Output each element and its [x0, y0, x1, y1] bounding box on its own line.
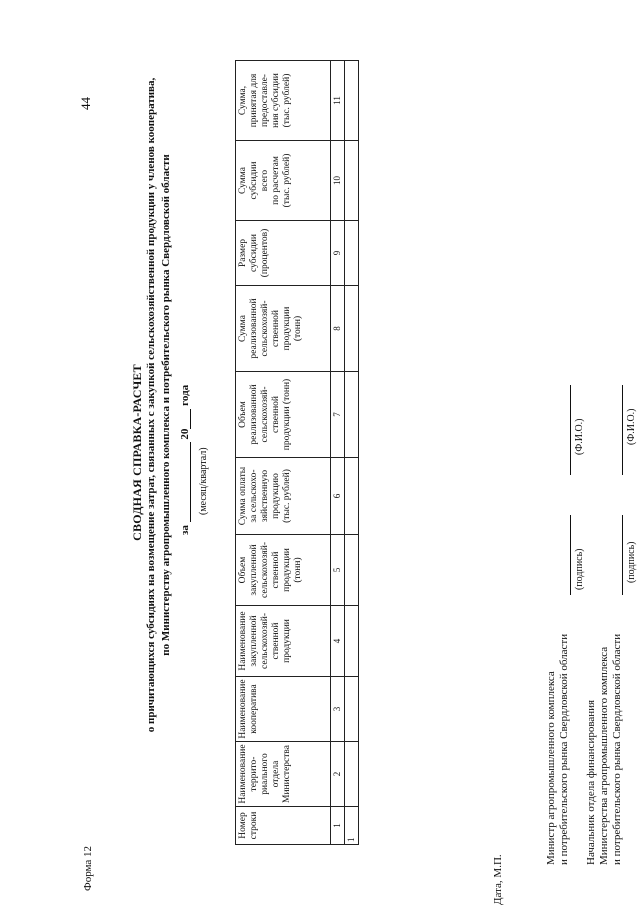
table-cell[interactable]: [345, 535, 359, 606]
minister-signature-line[interactable]: [570, 515, 571, 595]
table-header-cell: [236, 286, 331, 372]
table-cell[interactable]: [345, 742, 359, 807]
table-header-text: (тонн): [293, 315, 303, 342]
table-header-text: ственной: [271, 395, 281, 434]
date-label: Дата, М.П.: [492, 854, 504, 905]
table-column-number: 11: [331, 61, 345, 141]
table-column-number: 4: [331, 606, 345, 677]
table-header-text: реализованной: [249, 298, 259, 359]
table-header-text: риального: [260, 753, 270, 795]
table-cell[interactable]: [345, 141, 359, 221]
table-header-text: ственной: [271, 309, 281, 348]
finance-head-name-hint: (Ф.И.О.): [626, 408, 637, 445]
minister-title-line-2: и потребительского рынка Свердловской области: [558, 633, 570, 865]
table-header-text: кооператива: [249, 684, 259, 734]
minister-signature-hint: (подпись): [574, 548, 585, 590]
table-header-cell: [236, 221, 331, 286]
finance-head-name-line[interactable]: [622, 385, 623, 475]
table-header-text: Министерства: [282, 745, 292, 803]
table-header-text: Наименование: [238, 744, 248, 804]
table-header-text: по расчетам: [271, 156, 281, 205]
table-cell[interactable]: 1: [345, 807, 359, 845]
table-header-text: продукцию: [271, 473, 281, 519]
table-column-number: 5: [331, 535, 345, 606]
table-header-text: продукции (тонн): [282, 378, 292, 451]
table-header-text: продукции: [282, 306, 292, 351]
table-header-text: (тыс. рублей): [282, 73, 292, 128]
minister-name-line[interactable]: [570, 385, 571, 475]
table-header-text: всего: [260, 169, 270, 192]
table-header-text: предоставле-: [260, 74, 270, 127]
table-header-text: Наименование: [238, 679, 248, 739]
table-header-cell: [236, 372, 331, 458]
table-header-text: сельскохозяй-: [260, 542, 270, 598]
table-header-text: продукции: [282, 619, 292, 663]
table-header-text: Сумма оплаты: [238, 466, 248, 526]
table-cell[interactable]: [345, 606, 359, 677]
table-header-text: закупленной: [249, 544, 259, 596]
finance-head-title-line-1: Начальник отдела финансирования: [585, 699, 597, 865]
table-header-text: за сельскохо-: [249, 469, 259, 523]
period-prefix: за: [179, 525, 191, 535]
table-header-cell: [236, 141, 331, 221]
table-column-number: 2: [331, 742, 345, 807]
table-row: [345, 61, 359, 845]
table-header-text: Номер: [238, 812, 248, 839]
table-column-number: 6: [331, 458, 345, 535]
table-header-cell: [236, 677, 331, 742]
period-hint: (месяц/квартал): [198, 447, 209, 515]
finance-head-title-line-3: и потребительского рынка Свердловской области: [611, 633, 623, 865]
table-header-text: продукции: [282, 548, 292, 592]
table-header-text: Сумма: [238, 315, 248, 342]
document-subtitle-line-2: по Министерству агропромышленного комплекса и потребительского рынка Свердловской области: [160, 154, 172, 656]
table-header-text: отдела: [271, 760, 281, 788]
table-cell[interactable]: [345, 677, 359, 742]
page-number: 44: [78, 97, 93, 110]
table-header-text: строки: [249, 811, 259, 840]
calculation-table: [235, 60, 359, 845]
table-header-cell: [236, 535, 331, 606]
table-header-text: ственной: [271, 551, 281, 589]
period-row: [178, 385, 191, 535]
table-cell[interactable]: [345, 61, 359, 141]
table-header-text: (тыс. рублей): [282, 153, 292, 208]
table-header-text: зяйственную: [260, 469, 270, 523]
table-header-text: реализованной: [249, 384, 259, 445]
table-header-text: Объем: [238, 401, 248, 428]
table-cell[interactable]: [345, 458, 359, 535]
finance-head-signature-line[interactable]: [622, 515, 623, 595]
table-header-text: Наименование: [238, 611, 248, 671]
table-header-cell: [236, 61, 331, 141]
table-header-text: Объем: [238, 556, 248, 584]
table-header-text: сельскохозяй-: [260, 386, 270, 443]
table-header-cell: [236, 458, 331, 535]
period-year-prefix: 20: [179, 428, 191, 440]
table-header-text: террито-: [249, 756, 259, 792]
table-cell[interactable]: [345, 221, 359, 286]
period-month-blank[interactable]: [178, 442, 191, 522]
period-year-blank[interactable]: [178, 409, 191, 429]
finance-head-signature-hint: (подпись): [626, 541, 637, 583]
table-header-text: (процентов): [260, 228, 270, 278]
minister-title: [545, 634, 571, 865]
table-column-number: 9: [331, 221, 345, 286]
period-suffix: года: [179, 384, 191, 406]
table-header-text: субсидии: [249, 161, 259, 200]
table-header-text: (тыс. рублей): [282, 469, 292, 523]
table-cell[interactable]: [345, 372, 359, 458]
table-cell[interactable]: [345, 286, 359, 372]
table-header-text: сельскохозяй-: [260, 300, 270, 357]
table-column-number: 1: [331, 807, 345, 845]
table-column-number: 10: [331, 141, 345, 221]
table-header-text: сельскохозяй-: [260, 613, 270, 669]
minister-title-line-1: Министр агропромышленного комплекса: [545, 671, 557, 865]
table-header-text: ственной: [271, 622, 281, 660]
table-header-cell: [236, 606, 331, 677]
table-header-text: Сумма: [238, 167, 248, 194]
table-column-number: 7: [331, 372, 345, 458]
table-header-row: [236, 61, 331, 845]
table-header-text: принятая для: [249, 73, 259, 128]
document-subtitle-line-1: о причитающихся субсидиях на возмещение затрат, связанных с закупкой сельскохозяйственной продукции у членов кооператива,: [145, 77, 157, 733]
date-block: [488, 705, 506, 905]
minister-name-hint: (Ф.И.О.): [574, 418, 585, 455]
table-header-text: (тонн): [293, 557, 303, 583]
form-label: Форма 12: [82, 845, 94, 891]
table-column-number: 3: [331, 677, 345, 742]
document-title: СВОДНАЯ СПРАВКА-РАСЧЕТ: [130, 364, 144, 541]
table-header-cell: [236, 807, 331, 845]
table-header-text: Размер: [238, 238, 248, 268]
finance-head-title: [585, 634, 624, 865]
table-header-text: закупленной: [249, 615, 259, 667]
table-header-text: субсидии: [249, 234, 259, 272]
table-column-number: 8: [331, 286, 345, 372]
table-header-cell: [236, 742, 331, 807]
table-header-text: Сумма,: [238, 85, 248, 116]
finance-head-title-line-2: Министерства агропромышленного комплекса: [598, 646, 610, 865]
table-column-numbers-row: [331, 61, 345, 845]
table-header-text: ния субсидии: [271, 73, 281, 128]
